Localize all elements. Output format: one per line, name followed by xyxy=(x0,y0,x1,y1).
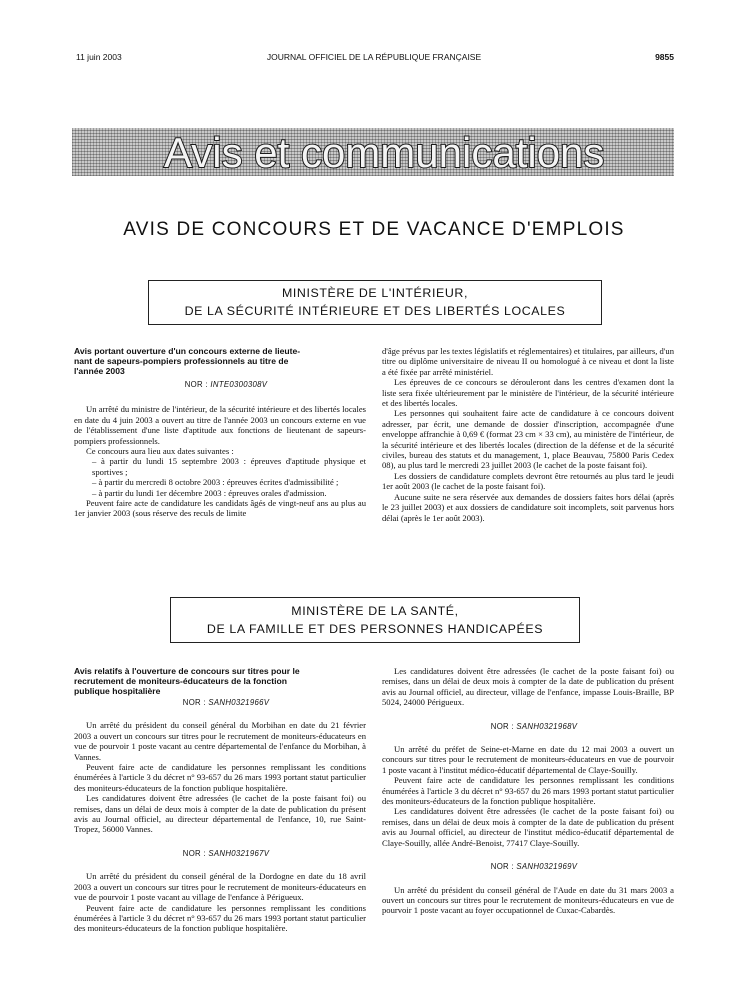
article-1-nor xyxy=(74,380,366,390)
article-1-title-line: Avis portant ouverture d'un concours externe de lieute- xyxy=(74,346,301,356)
nor-code: INTE0300308V xyxy=(210,380,268,389)
nor-code: SANH0321966V xyxy=(208,698,270,707)
article-1-left-column xyxy=(74,346,366,519)
article-1-paragraph: Les personnes qui souhaitent faire acte de candidature à ce concours doivent adresser, par écrit, une demande de dossier d'inscription, accompagnée d'une enveloppe affranchie à 0,69 € (format 23 cm × 33 cm), au ministère de l'intérieur, de la sécurité intérieure et des libertés locales (direction de la défense et de la sécurité civiles, bureau des statuts et du management, 1, place Beauvau, 75800 Paris Cedex 08), au plus tard le mercredi 23 juillet 2003 (le cachet de la poste faisant foi). xyxy=(382,408,674,471)
article-2-paragraph: Un arrêté du président du conseil général de l'Aude en date du 31 mars 2003 a ouvert un concours sur titres pour le recrutement de moniteurs-éducateurs en vue de pourvoir 1 poste vacant au foyer occupationnel de Cuxac-Cabardès. xyxy=(382,884,674,916)
article-1-paragraph: Peuvent faire acte de candidature les candidats âgés de vingt-neuf ans au plus au 1er janvier 2003 (sous réserve des reculs de limite xyxy=(74,498,366,519)
article-1-right-column xyxy=(382,346,674,523)
article-2-left-column xyxy=(74,666,366,934)
ministry-box-interieur xyxy=(148,280,602,325)
article-1-list-item: – à partir du mercredi 8 octobre 2003 : épreuves écrites d'admissibilité ; xyxy=(92,477,339,488)
article-1-paragraph: d'âge prévus par les textes législatifs et réglementaires) et titulaires, par ailleurs, d'un titre ou diplôme universitaire de niveau II ou homologué à ce niveau et dont la liste a été fixée par arrêté ministériel. xyxy=(382,346,674,377)
article-2-right-column xyxy=(382,666,674,916)
section-title: AVIS DE CONCOURS ET DE VACANCE D'EMPLOIS xyxy=(123,219,625,240)
article-2-paragraph: Les candidatures doivent être adressées (le cachet de la poste faisant foi) ou remises, dans un délai de deux mois à compter de la date de publication du présent avis au Journal officiel, au directeur de l'institut médico-éducatif départemental de Claye-Souilly, allée André-Benoist, 77417 Claye-Souilly. xyxy=(382,806,674,848)
article-2-paragraph: Les candidatures doivent être adressées (le cachet de la poste faisant foi) ou remises, dans un délai de deux mois à compter de la date de publication du présent avis au Journal officiel, au directeur, village de l'enfance, impasse Louis-Braille, BP 5024, 24000 Périgueux. xyxy=(382,666,674,708)
nor-label: NOR : xyxy=(490,721,514,731)
article-2-title xyxy=(74,666,366,696)
nor-code: SANH0321968V xyxy=(516,721,578,731)
banner-title: Avis et communications xyxy=(164,129,605,176)
article-2-paragraph: Peuvent faire acte de candidature les personnes remplissant les conditions énumérées à l'article 3 du décret n° 93-657 du 26 mars 1993 portant statut particulier des moniteurs-éducateurs de la fonction publique hospitalière. xyxy=(74,762,366,793)
ministry-line-2: DE LA SÉCURITÉ INTÉRIEURE ET DES LIBERTÉS LOCALES xyxy=(184,304,566,318)
nor-label: NOR : xyxy=(184,380,208,389)
article-2-title-line: recrutement de moniteurs-éducateurs de la fonction xyxy=(74,676,287,686)
article-1-list-item: – à partir du lundi 15 septembre 2003 : épreuves d'aptitude physique et sportives ; xyxy=(92,456,366,477)
article-2-title-line: Avis relatifs à l'ouverture de concours sur titres pour le xyxy=(74,666,300,676)
ministry-line-1: MINISTÈRE DE LA SANTÉ, xyxy=(291,604,459,618)
ministry-box-sante xyxy=(170,597,580,643)
nor-code: SANH0321969V xyxy=(516,862,578,872)
article-1-paragraph: Ce concours aura lieu aux dates suivantes : xyxy=(86,446,234,457)
article-2-nor xyxy=(382,862,674,872)
header-date: 11 juin 2003 xyxy=(76,52,122,62)
article-2-paragraph: Un arrêté du président du conseil général du Morbihan en date du 21 février 2003 a ouvert un concours sur titres pour le recrutement de moniteurs-éducateurs en vue de pourvoir 1 poste vacant au centre départemental de l'enfance du Morbihan, à Vannes. xyxy=(74,720,366,762)
header-page-number: 9855 xyxy=(655,52,674,62)
article-1-paragraph: Un arrêté du ministre de l'intérieur, de la sécurité intérieure et des libertés locales en date du 4 juin 2003 a ouvert au titre de l'année 2003 un concours externe en vue de l'établissement d'une liste d'aptitude aux fonctions de lieutenant de sapeurs-pompiers professionnels. xyxy=(74,404,366,446)
article-1-title-line: l'année 2003 xyxy=(74,366,125,376)
article-2-paragraph: Un arrêté du préfet de Seine-et-Marne en date du 12 mai 2003 a ouvert un concours sur titres pour le recrutement de moniteurs-éducateurs en vue de pourvoir 1 poste vacant à l'institut médico-éducatif départemental de Claye-Souilly. xyxy=(382,744,674,775)
article-1-paragraph: Les dossiers de candidature complets devront être retournés au plus tard le jeudi 1er août 2003 (le cachet de la poste faisant foi). xyxy=(382,470,674,492)
nor-code: SANH0321967V xyxy=(208,848,270,858)
article-1-title-line: nant de sapeurs-pompiers professionnels au titre de xyxy=(74,356,289,366)
article-1-paragraph: Les épreuves de ce concours se dérouleront dans les centres d'examen dont la liste sera fixée ultérieurement par le ministère de l'intérieur, de la sécurité intérieure et des libertés locales. xyxy=(382,377,674,409)
article-2-paragraph: Peuvent faire acte de candidature les personnes remplissant les conditions énumérées à l'article 3 du décret n° 93-657 du 26 mars 1993 portant statut particulier des moniteurs-éducateurs de la fonction publique hospitalière. xyxy=(382,775,674,807)
article-1-paragraph: Aucune suite ne sera réservée aux demandes de dossiers faites hors délai (après le 23 juillet 2003) et aux dossiers de candidature soit incomplets, soit parvenus hors délai (après le 1er août 2003). xyxy=(382,491,674,523)
article-1-list-item: – à partir du lundi 1er décembre 2003 : épreuves orales d'admission. xyxy=(92,487,327,498)
ministry-line-2: DE LA FAMILLE ET DES PERSONNES HANDICAPÉES xyxy=(206,622,544,636)
article-2-paragraph: Peuvent faire acte de candidature les personnes remplissant les conditions énumérées à l'article 3 du décret n° 93-657 du 26 mars 1993 portant statut particulier des moniteurs-éducateurs de la fonction publique hospitalière. xyxy=(74,902,366,934)
article-2-paragraph: Un arrêté du président du conseil général de la Dordogne en date du 18 avril 2003 a ouvert un concours sur titres pour le recrutement de moniteurs-éducateurs en vue de pourvoir 1 poste vacant au village de l'enfance à Périgueux. xyxy=(74,871,366,903)
section-banner xyxy=(72,128,674,176)
nor-label: NOR : xyxy=(490,862,514,872)
nor-label: NOR : xyxy=(182,698,206,707)
nor-label: NOR : xyxy=(182,848,206,858)
article-1-title xyxy=(74,346,366,376)
header-journal-title: JOURNAL OFFICIEL DE LA RÉPUBLIQUE FRANÇAISE xyxy=(266,52,482,62)
article-2-nor xyxy=(382,722,674,732)
ministry-line-1: MINISTÈRE DE L'INTÉRIEUR, xyxy=(281,286,469,300)
article-2-paragraph: Les candidatures doivent être adressées (le cachet de la poste faisant foi) ou remises, dans un délai de deux mois à compter de la date de publication du présent avis au Journal officiel, au directeur départemental de l'enfance, 10, rue Saint-Tropez, 56000 Vannes. xyxy=(74,793,366,835)
article-2-title-line: publique hospitalière xyxy=(74,686,161,696)
article-2-nor xyxy=(74,698,366,708)
article-2-nor xyxy=(74,849,366,859)
